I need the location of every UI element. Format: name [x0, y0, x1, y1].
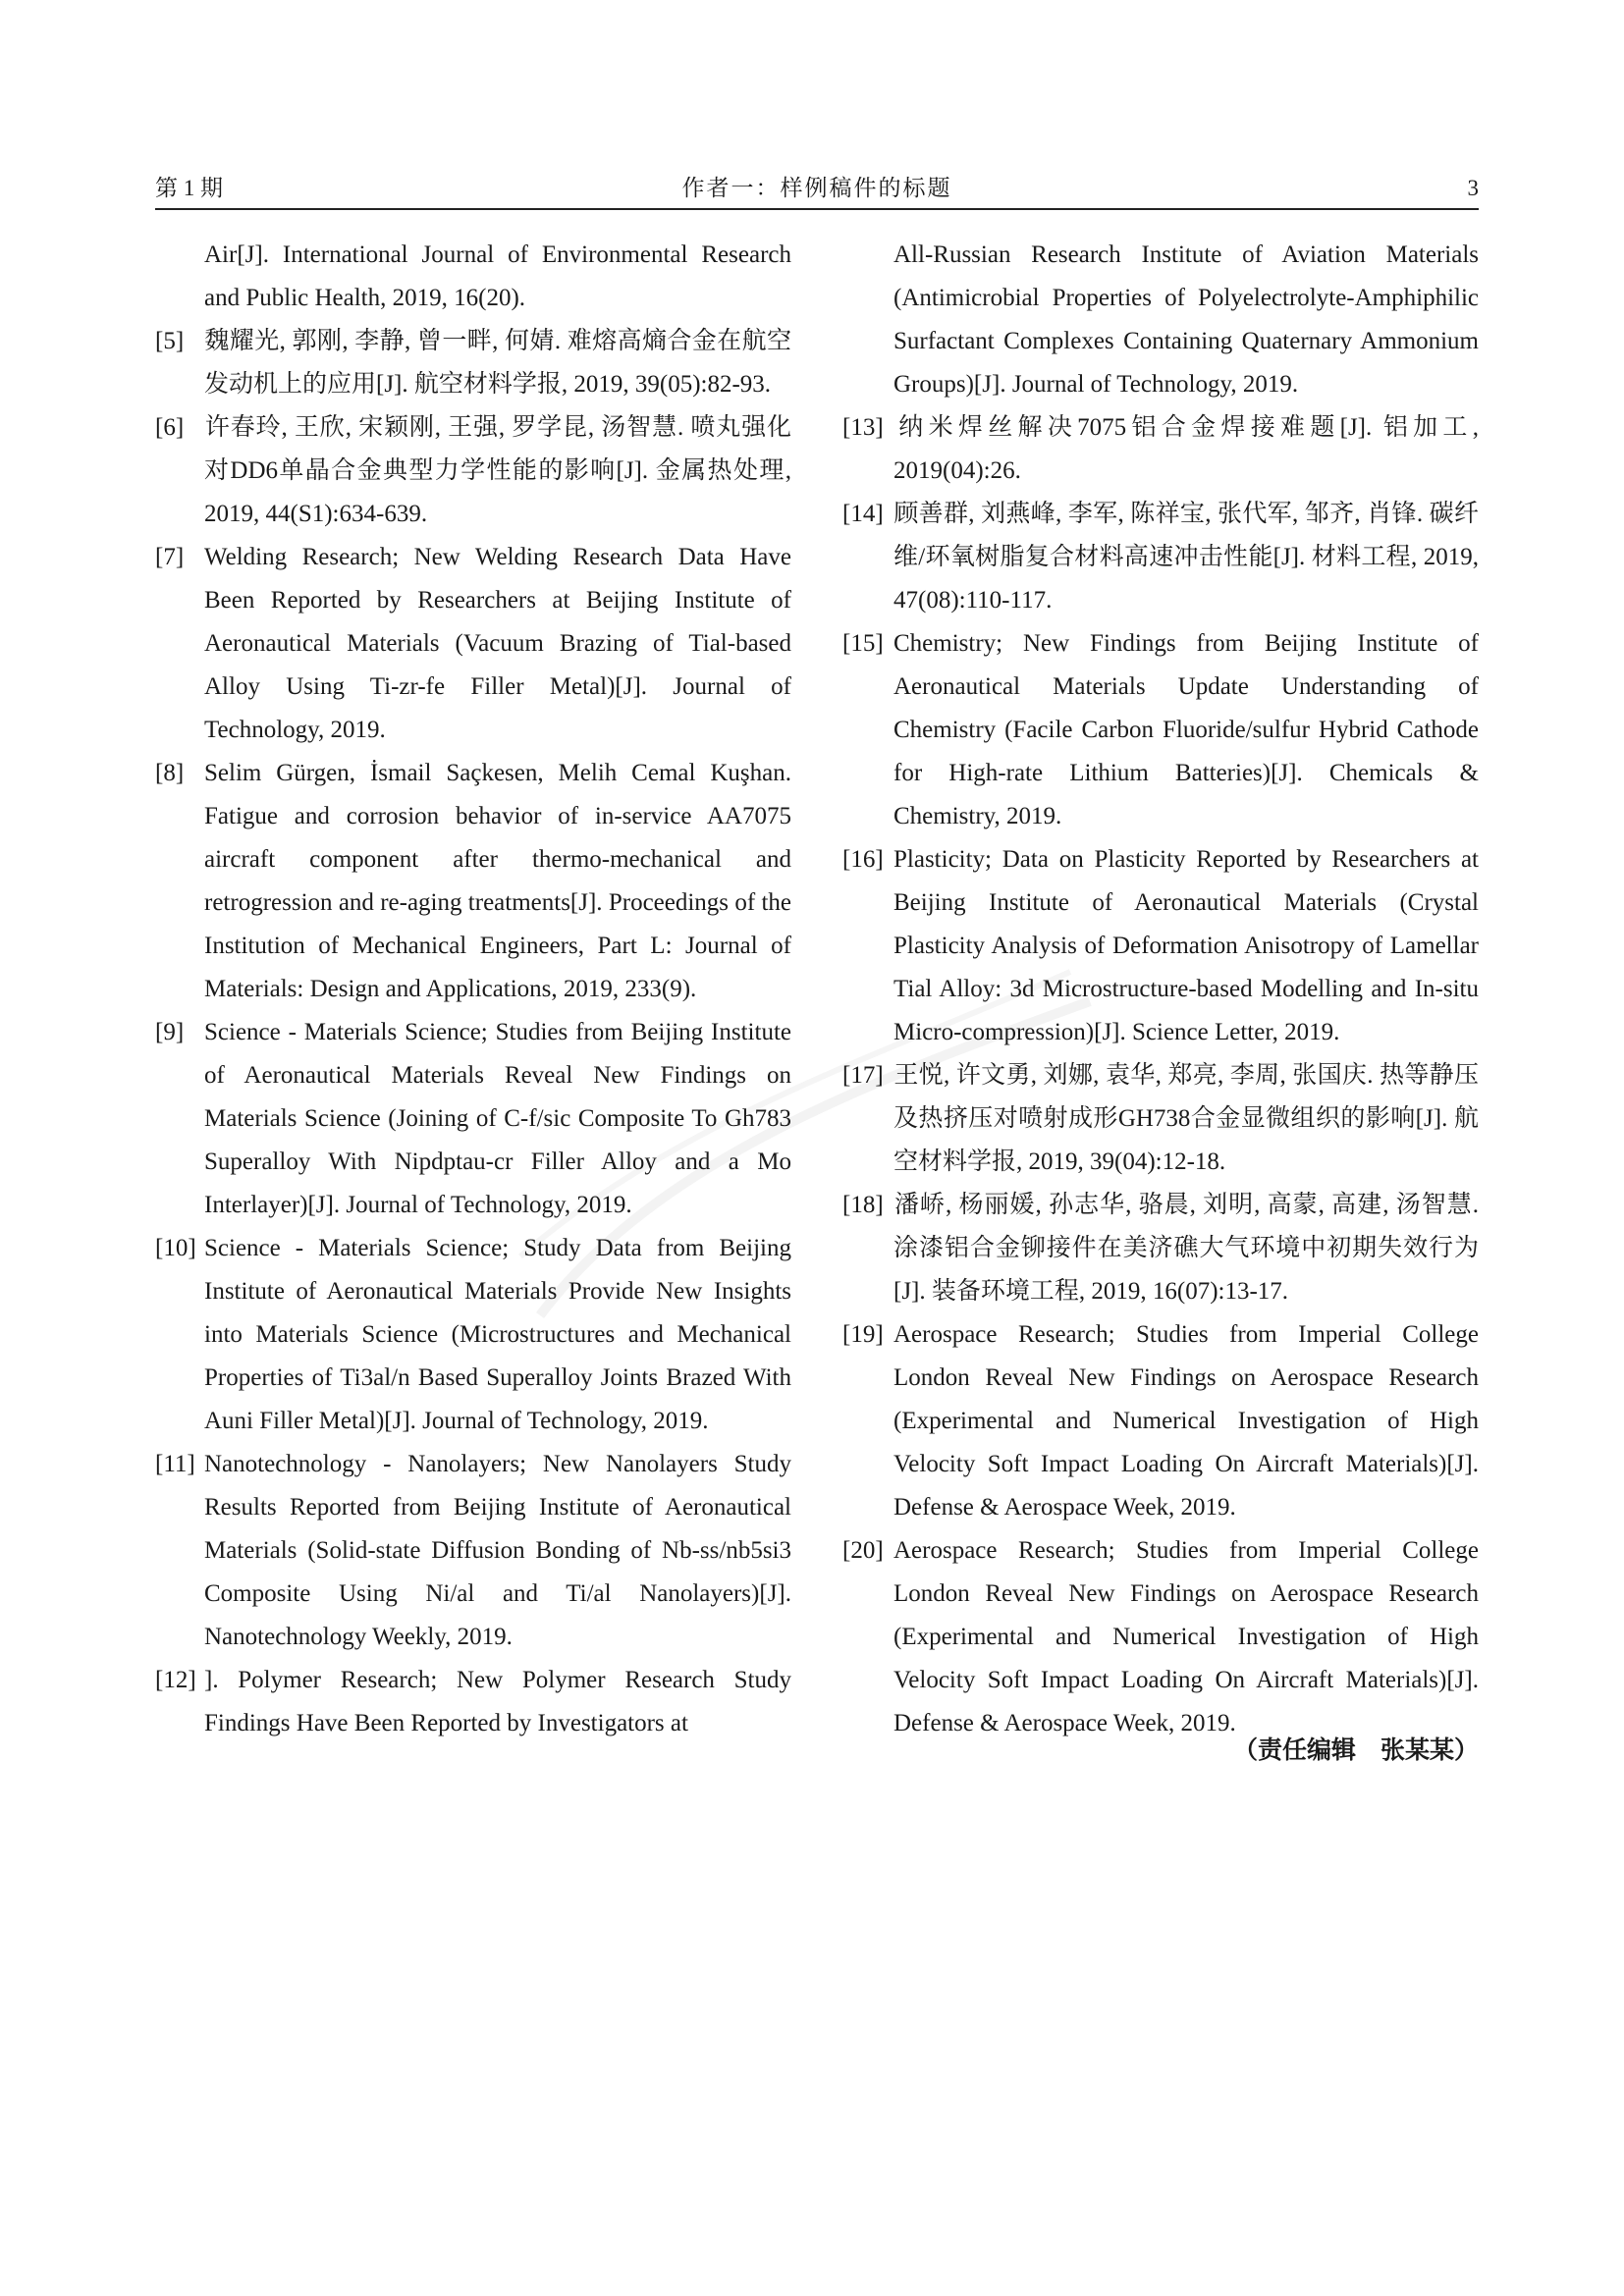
reference-number: [8]: [155, 760, 185, 786]
reference-text: Science - Materials Science; Studies from Beijing Institute of Aeronautical Materials Reveal New Findings on Materials Science (Joining of C-f/sic Composite To Gh783 Superalloy With Nipdptau-cr Filler Alloy and a Mo Interlayer)[J]. Journal of Technology, 2019.: [204, 1019, 791, 1218]
reference-text: Science - Materials Science; Study Data from Beijing Institute of Aeronautical Materials Provide New Insights into Materials Science (Microstructures and Mechanical Properties of Ti3al/n Based Superalloy Joints Brazed With Auni Filler Metal)[J]. Journal of Technology, 2019.: [204, 1235, 791, 1434]
reference-item: [155, 320, 791, 406]
reference-text: Selim Gürgen, İsmail Saçkesen, Melih Cemal Kuşhan. Fatigue and corrosion behavior of in-service AA7075 aircraft component after thermo-mechanical and retrogression and re-aging treatments[J]. Proceedings of the Institution of Mechanical Engineers, Part L: Journal of Materials: Design and Applications, 2019, 233(9).: [204, 760, 791, 1002]
reference-item: [155, 752, 791, 1011]
left-column: [155, 234, 791, 1745]
reference-item: [155, 406, 791, 536]
page-number: 3: [1467, 176, 1479, 200]
reference-number: [20]: [842, 1537, 884, 1564]
reference-text: Nanotechnology - Nanolayers; New Nanolayers Study Results Reported from Beijing Institute of Aeronautical Materials (Solid-state Diffusion Bonding of Nb-ss/nb5si3 Composite Using Ni/al and Ti/al Nanolayers)[J]. Nanotechnology Weekly, 2019.: [204, 1451, 791, 1650]
reference-item: [155, 536, 791, 752]
reference-number: [11]: [155, 1451, 195, 1477]
reference-text: Chemistry; New Findings from Beijing Institute of Aeronautical Materials Update Understanding of Chemistry (Facile Carbon Fluoride/sulfur Hybrid Cathode for High-rate Lithium Batteries)[J]. Chemicals & Chemistry, 2019.: [893, 630, 1479, 829]
right-column: [842, 234, 1479, 1745]
reference-item: [842, 406, 1479, 493]
reference-text: Aerospace Research; Studies from Imperial College London Reveal New Findings on Aerospace Research (Experimental and Numerical Investigation of High Velocity Soft Impact Loading On Aircraft Materials)[J]. Defense & Aerospace Week, 2019.: [893, 1321, 1479, 1521]
reference-text: Plasticity; Data on Plasticity Reported by Researchers at Beijing Institute of Aeronautical Materials (Crystal Plasticity Analysis of Deformation Anisotropy of Lamellar Tial Alloy: 3d Microstructure-based Modelling and In-situ Micro-compression)[J]. Science Letter, 2019.: [893, 846, 1479, 1045]
running-header: [155, 169, 1479, 208]
reference-number: [19]: [842, 1321, 884, 1348]
reference-number: [18]: [842, 1192, 884, 1218]
reference-number: [7]: [155, 544, 185, 570]
reference-number: [10]: [155, 1235, 196, 1261]
reference-number: [13]: [842, 414, 884, 441]
reference-item: [842, 493, 1479, 622]
reference-number: [6]: [155, 414, 185, 441]
reference-item: [842, 1184, 1479, 1313]
reference-continuation: Air[J]. International Journal of Environmental Research and Public Health, 2019, 16(20).: [204, 241, 791, 311]
reference-text: ]. Polymer Research; New Polymer Research Study Findings Have Been Reported by Investigators at: [204, 1667, 791, 1736]
reference-text: Welding Research; New Welding Research Data Have Been Reported by Researchers at Beijing Institute of Aeronautical Materials (Vacuum Brazing of Tial-based Alloy Using Ti-zr-fe Filler Metal)[J]. Journal of Technology, 2019.: [204, 544, 791, 743]
header-rule: [155, 208, 1479, 210]
reference-item: [155, 1443, 791, 1659]
reference-number: [9]: [155, 1019, 185, 1045]
reference-text: Aerospace Research; Studies from Imperial College London Reveal New Findings on Aerospace Research (Experimental and Numerical Investigation of High Velocity Soft Impact Loading On Aircraft Materials)[J]. Defense & Aerospace Week, 2019.: [893, 1537, 1479, 1736]
reference-text: 纳米焊丝解决7075铝合金焊接难题[J]. 铝加工, 2019(04):26.: [893, 414, 1479, 484]
reference-text: 顾善群, 刘燕峰, 李军, 陈祥宝, 张代军, 邹齐, 肖锋. 碳纤维/环氧树脂复合材料高速冲击性能[J]. 材料工程, 2019, 47(08):110-117.: [893, 501, 1479, 614]
reference-text: 王悦, 许文勇, 刘娜, 袁华, 郑亮, 李周, 张国庆. 热等静压及热挤压对喷射成形GH738合金显微组织的影响[J]. 航空材料学报, 2019, 39(04):12-18.: [893, 1062, 1479, 1175]
reference-item: [842, 622, 1479, 838]
reference-item: [155, 1659, 791, 1745]
reference-number: [17]: [842, 1062, 884, 1089]
reference-number: [5]: [155, 328, 185, 354]
reference-item: [155, 1011, 791, 1227]
reference-item: [155, 1227, 791, 1443]
reference-text: 潘峤, 杨丽媛, 孙志华, 骆晨, 刘明, 高蒙, 高建, 汤智慧. 涂漆铝合金铆接件在美济礁大气环境中初期失效行为[J]. 装备环境工程, 2019, 16(07):13-17.: [893, 1192, 1479, 1305]
reference-number: [12]: [155, 1667, 196, 1693]
reference-continuation: All-Russian Research Institute of Aviation Materials (Antimicrobial Properties of Polyelectrolyte-Amphiphilic Surfactant Complexes Containing Quaternary Ammonium Groups)[J]. Journal of Technology, 2019.: [893, 241, 1479, 398]
issue-number: 第 1 期: [155, 176, 223, 200]
reference-text: 许春玲, 王欣, 宋颖刚, 王强, 罗学昆, 汤智慧. 喷丸强化对DD6单晶合金典型力学性能的影响[J]. 金属热处理, 2019, 44(S1):634-639.: [204, 414, 791, 527]
reference-number: [15]: [842, 630, 884, 657]
reference-item: [842, 838, 1479, 1054]
editor-credit: （责任编辑 张某某）: [1232, 1735, 1479, 1764]
reference-text: 魏耀光, 郭刚, 李静, 曾一畔, 何婧. 难熔高熵合金在航空发动机上的应用[J]. 航空材料学报, 2019, 39(05):82-93.: [204, 328, 791, 398]
reference-item: [842, 1313, 1479, 1529]
running-title: 作者一：样例稿件的标题: [681, 176, 952, 200]
reference-number: [14]: [842, 501, 884, 527]
reference-number: [16]: [842, 846, 884, 873]
reference-item: [842, 1529, 1479, 1745]
reference-item: [842, 1054, 1479, 1184]
